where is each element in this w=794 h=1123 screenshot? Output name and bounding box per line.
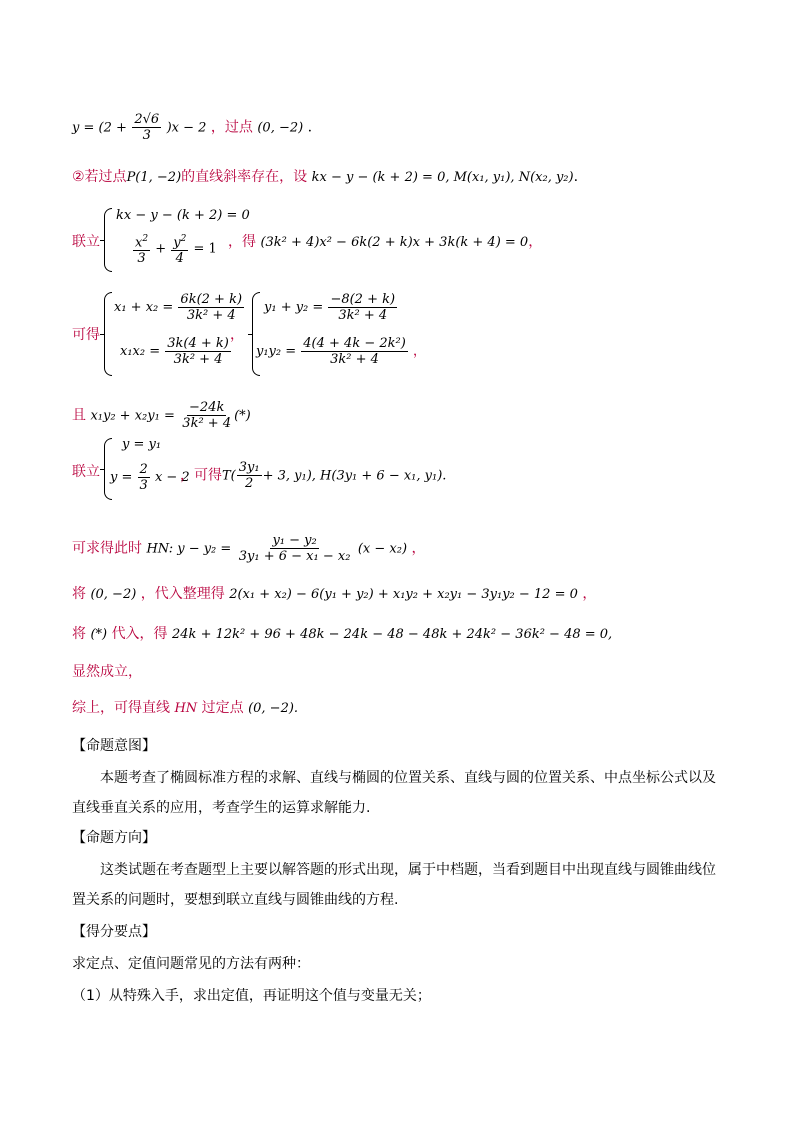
section-title-keypoints: 【得分要点】	[72, 924, 156, 940]
star-line	[72, 400, 251, 431]
line1-fraction	[132, 112, 161, 143]
sys3-tail	[180, 460, 446, 491]
sys3-l2-den: 3	[139, 478, 148, 493]
hn-text: 可求得此时	[72, 540, 142, 557]
sys2-sep: ，	[230, 327, 244, 343]
sub-text2: ，代入整理得	[140, 586, 225, 602]
sys3-t-den: 2	[245, 476, 254, 491]
line1-eq-rhs: )x − 2	[166, 120, 207, 136]
sys2-b2-num: 4(4 + 4k − 2k²)	[303, 336, 406, 351]
sys2-a1-den: 3k² + 4	[186, 308, 236, 323]
star-lhs: x₁y₂ + x₂y₁ =	[90, 408, 175, 424]
case2-eq: kx − y − (k + 2) = 0, M(x₁, y₁), N(x₂, y₂)	[311, 170, 574, 185]
sys3-l2-num: 2	[139, 462, 148, 477]
sys1-brace	[104, 208, 112, 272]
star-text: 且	[72, 407, 86, 424]
sys3-l2-frac	[138, 462, 150, 493]
sys2-a2-lhs: x₁x₂ =	[120, 344, 161, 359]
sys3-text: ，可得	[180, 467, 222, 484]
sys3-t-lhs: T(	[222, 468, 236, 484]
line-1	[72, 112, 312, 143]
sub-text: 将	[72, 586, 86, 602]
sys2-a2	[120, 336, 232, 367]
sys1-line1: kx − y − (k + 2) = 0	[116, 208, 250, 223]
sys3-line2	[110, 462, 190, 493]
hn-lhs: HN: y − y₂ =	[146, 541, 232, 557]
sys2-brace-a	[104, 292, 112, 376]
sub-eq: 2(x₁ + x₂) − 6(y₁ + y₂) + x₁y₂ + x₂y₁ − 3y₁y₂ − 12 = 0	[229, 587, 578, 602]
sys2-a2-den: 3k² + 4	[173, 352, 223, 367]
sys2-a1	[114, 292, 245, 323]
sys2-b2-den: 3k² + 4	[330, 352, 379, 367]
star-den: 3k² + 4	[182, 416, 232, 431]
line1-text: ，过点	[210, 119, 253, 136]
section-intent-line2: 直线垂直关系的应用，考查学生的运算求解能力.	[72, 800, 371, 816]
sys2-a1-num: 6k(2 + k)	[180, 292, 243, 307]
star-frac	[180, 400, 233, 431]
line1-frac-den: 3	[142, 128, 151, 143]
hn-frac	[237, 533, 353, 564]
section-direction-line2: 置关系的问题时，要想到联立直线与圆锥曲线的方程.	[72, 892, 399, 908]
sys1-tail	[228, 232, 542, 253]
sys1-tail-end: ，	[528, 234, 543, 250]
sys2-a1-lhs: x₁ + x₂ =	[114, 300, 174, 315]
case2-end: .	[573, 169, 579, 185]
conclusion-hn: HN	[174, 701, 198, 716]
sys3-line1: y = y₁	[122, 437, 162, 452]
sys1-label: 联立	[72, 234, 100, 250]
sys2-end: ，	[412, 344, 426, 359]
sub-end: ，	[582, 586, 597, 602]
star2-line	[72, 624, 612, 645]
sys2-a2-frac	[165, 336, 231, 367]
sys3-t-rhs: + 3, y₁), H(3y₁ + 6 − x₁, y₁).	[262, 468, 447, 484]
sys2-a1-frac	[178, 292, 244, 323]
line1-frac-num: 2√6	[134, 112, 160, 127]
section-keypoints-line2: （1）从特殊入手，求出定值，再证明这个值与变量无关；	[72, 988, 431, 1004]
star2-text2: 代入，得	[111, 626, 168, 642]
sys3-l2-lhs: y =	[110, 470, 133, 485]
sys2-label: 可得	[72, 327, 100, 343]
sub-line	[72, 584, 596, 605]
sys2-b2	[256, 336, 426, 367]
star2-eq: 24k + 12k² + 96 + 48k − 24k − 48 − 48k + 24k² − 36k² − 48 = 0,	[172, 627, 613, 642]
case2-point: P(1, −2)	[126, 170, 182, 185]
star-num: −24k	[189, 400, 225, 415]
hn-line	[72, 533, 426, 564]
hn-end: ，	[411, 540, 426, 557]
conclusion-text: 综上，可得直线	[72, 700, 170, 716]
line1-end: .	[307, 119, 313, 136]
hn-num: y₁ − y₂	[272, 533, 317, 548]
sys2-b1-frac	[328, 292, 397, 323]
hn-rhs: (x − x₂)	[357, 541, 408, 557]
star-mark: (*)	[234, 408, 251, 424]
sys2-b1-num: −8(2 + k)	[330, 292, 396, 307]
section-keypoints-line1: 求定点、定值问题常见的方法有两种：	[72, 956, 310, 972]
star2-text: 将	[72, 626, 86, 642]
sys1-line2: $\frac{x^2}{3}$ + $\frac{y^2}{4}$ = 1	[135, 234, 217, 267]
case2-text: ②若过点	[72, 169, 127, 185]
sys3-t-num: 3y₁	[238, 460, 260, 475]
sys2-b2-frac	[301, 336, 408, 367]
sys3-label: 联立	[72, 464, 100, 480]
sys1-frac-y: $\frac{y^2}{4}$	[173, 234, 187, 267]
star2-mark: (*)	[90, 627, 108, 642]
sub-point: (0, −2)	[90, 587, 137, 602]
section-title-direction: 【命题方向】	[72, 830, 156, 846]
sys2-a2-num: 3k(4 + k)	[167, 336, 229, 351]
conclusion-line	[72, 698, 298, 719]
section-intent-line1: 本题考查了椭圆标准方程的求解、直线与椭圆的位置关系、直线与圆的位置关系、中点坐标公式以及	[100, 770, 716, 786]
sys1-tail-eq: (3k² + 4)x² − 6k(2 + k)x + 3k(k + 4) = 0	[260, 235, 529, 250]
obvious-line: 显然成立，	[72, 664, 142, 680]
conclusion-point: (0, −2).	[248, 701, 299, 716]
line1-eq-lhs: y = (2 +	[72, 120, 127, 136]
case2-text2: 的直线斜率存在，设	[181, 169, 308, 185]
sys2-b1	[264, 292, 398, 323]
sys3-l2-rhs: x − 2	[154, 470, 190, 485]
case2-line	[72, 167, 578, 188]
section-title-intent: 【命题意图】	[72, 738, 156, 754]
sys2-b2-lhs: y₁y₂ =	[256, 344, 297, 359]
section-direction-line1: 这类试题在考查题型上主要以解答题的形式出现，属于中档题，当看到题目中出现直线与圆锥曲线位	[100, 862, 716, 878]
hn-den: 3y₁ + 6 − x₁ − x₂	[238, 549, 351, 564]
sys2-b1-den: 3k² + 4	[338, 308, 388, 323]
line1-point: (0, −2)	[257, 120, 304, 136]
sys1-frac-x: $\frac{x^2}{3}$	[135, 234, 149, 267]
conclusion-text2: 过定点	[201, 700, 244, 716]
sys3-t-frac	[237, 460, 262, 491]
sys1-tail-text: ，得	[228, 234, 256, 250]
sys2-b1-lhs: y₁ + y₂ =	[264, 300, 324, 315]
